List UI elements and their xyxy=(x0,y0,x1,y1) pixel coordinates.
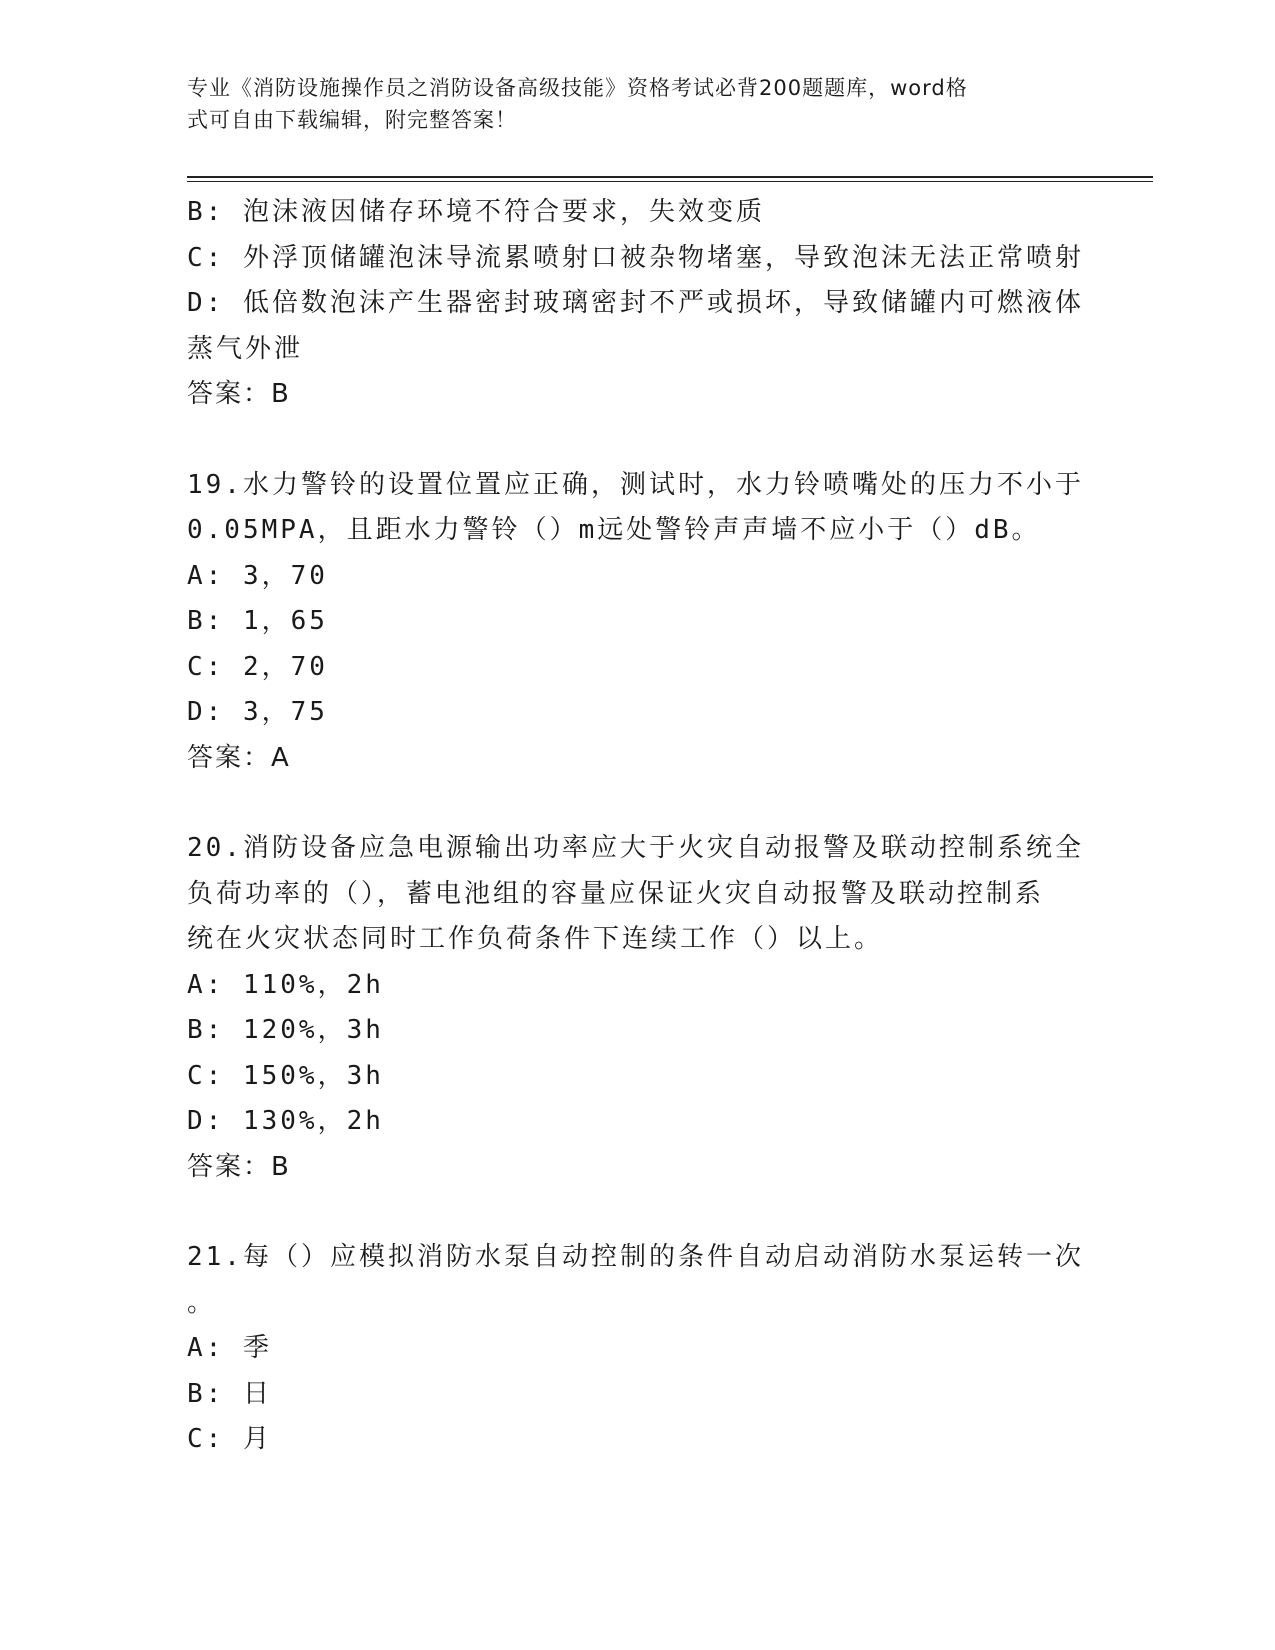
option-b: B: 120%，3h xyxy=(187,1015,384,1045)
question-stem-continued: 统在火灾状态同时工作负荷条件下连续工作（）以上。 xyxy=(187,924,884,954)
option-d: D: 130%，2h xyxy=(187,1106,384,1136)
option-b: B: 1，65 xyxy=(187,606,328,636)
answer: 答案：B xyxy=(187,1151,291,1182)
option-c: C: 150%，3h xyxy=(187,1060,384,1091)
header-title-line-1: 专业《消防设施操作员之消防设备高级技能》资格考试必背200题题库，word格 xyxy=(187,76,968,100)
option-c: C: 外浮顶储罐泡沫导流累喷射口被杂物堵塞，导致泡沫无法正常喷射 xyxy=(187,242,1084,273)
question-stem: 21.每（）应模拟消防水泵自动控制的条件自动启动消防水泵运转一次 xyxy=(187,1242,1084,1272)
option-a: A: 110%，2h xyxy=(187,969,384,1000)
question-stem-continued: 负荷功率的（），蓄电池组的容量应保证火灾自动报警及联动控制系 xyxy=(187,878,1045,909)
question-21 xyxy=(187,1235,1084,1463)
option-a: A: 季 xyxy=(187,1333,272,1363)
option-c: C: 月 xyxy=(187,1424,272,1454)
option-a: A: 3，70 xyxy=(187,560,328,591)
question-stem-continued: 。 xyxy=(187,1287,217,1318)
header-divider xyxy=(187,176,1153,178)
document-header xyxy=(187,72,1067,136)
header-title-line-2: 式可自由下载编辑，附完整答案！ xyxy=(187,108,517,132)
spacer xyxy=(187,1190,1067,1235)
answer: 答案：B xyxy=(187,379,291,409)
option-b: B: 日 xyxy=(187,1378,272,1409)
question-19 xyxy=(187,463,1084,782)
question-stem: 19.水力警铃的设置位置应正确，测试时，水力铃喷嘴处的压力不小于 xyxy=(187,469,1084,500)
option-d: D: 低倍数泡沫产生器密封玻璃密封不严或损坏，导致储罐内可燃液体 xyxy=(187,288,1084,318)
question-18-continued xyxy=(187,190,1084,418)
answer: 答案：A xyxy=(187,742,291,773)
header-divider-thin xyxy=(187,181,1153,182)
option-b: B: 泡沫液因储存环境不符合要求，失效变质 xyxy=(187,197,765,227)
question-stem: 20.消防设备应急电源输出功率应大于火灾自动报警及联动控制系统全 xyxy=(187,833,1084,863)
option-d-continued: 蒸气外泄 xyxy=(187,333,304,364)
option-d: D: 3，75 xyxy=(187,697,328,727)
spacer xyxy=(187,418,1067,463)
option-c: C: 2，70 xyxy=(187,651,328,682)
spacer xyxy=(187,781,1067,826)
question-20 xyxy=(187,826,1084,1190)
question-stem-continued: 0.05MPA，且距水力警铃（）m远处警铃声声墙不应小于（）dB。 xyxy=(187,515,1041,545)
question-content xyxy=(187,190,1084,1463)
